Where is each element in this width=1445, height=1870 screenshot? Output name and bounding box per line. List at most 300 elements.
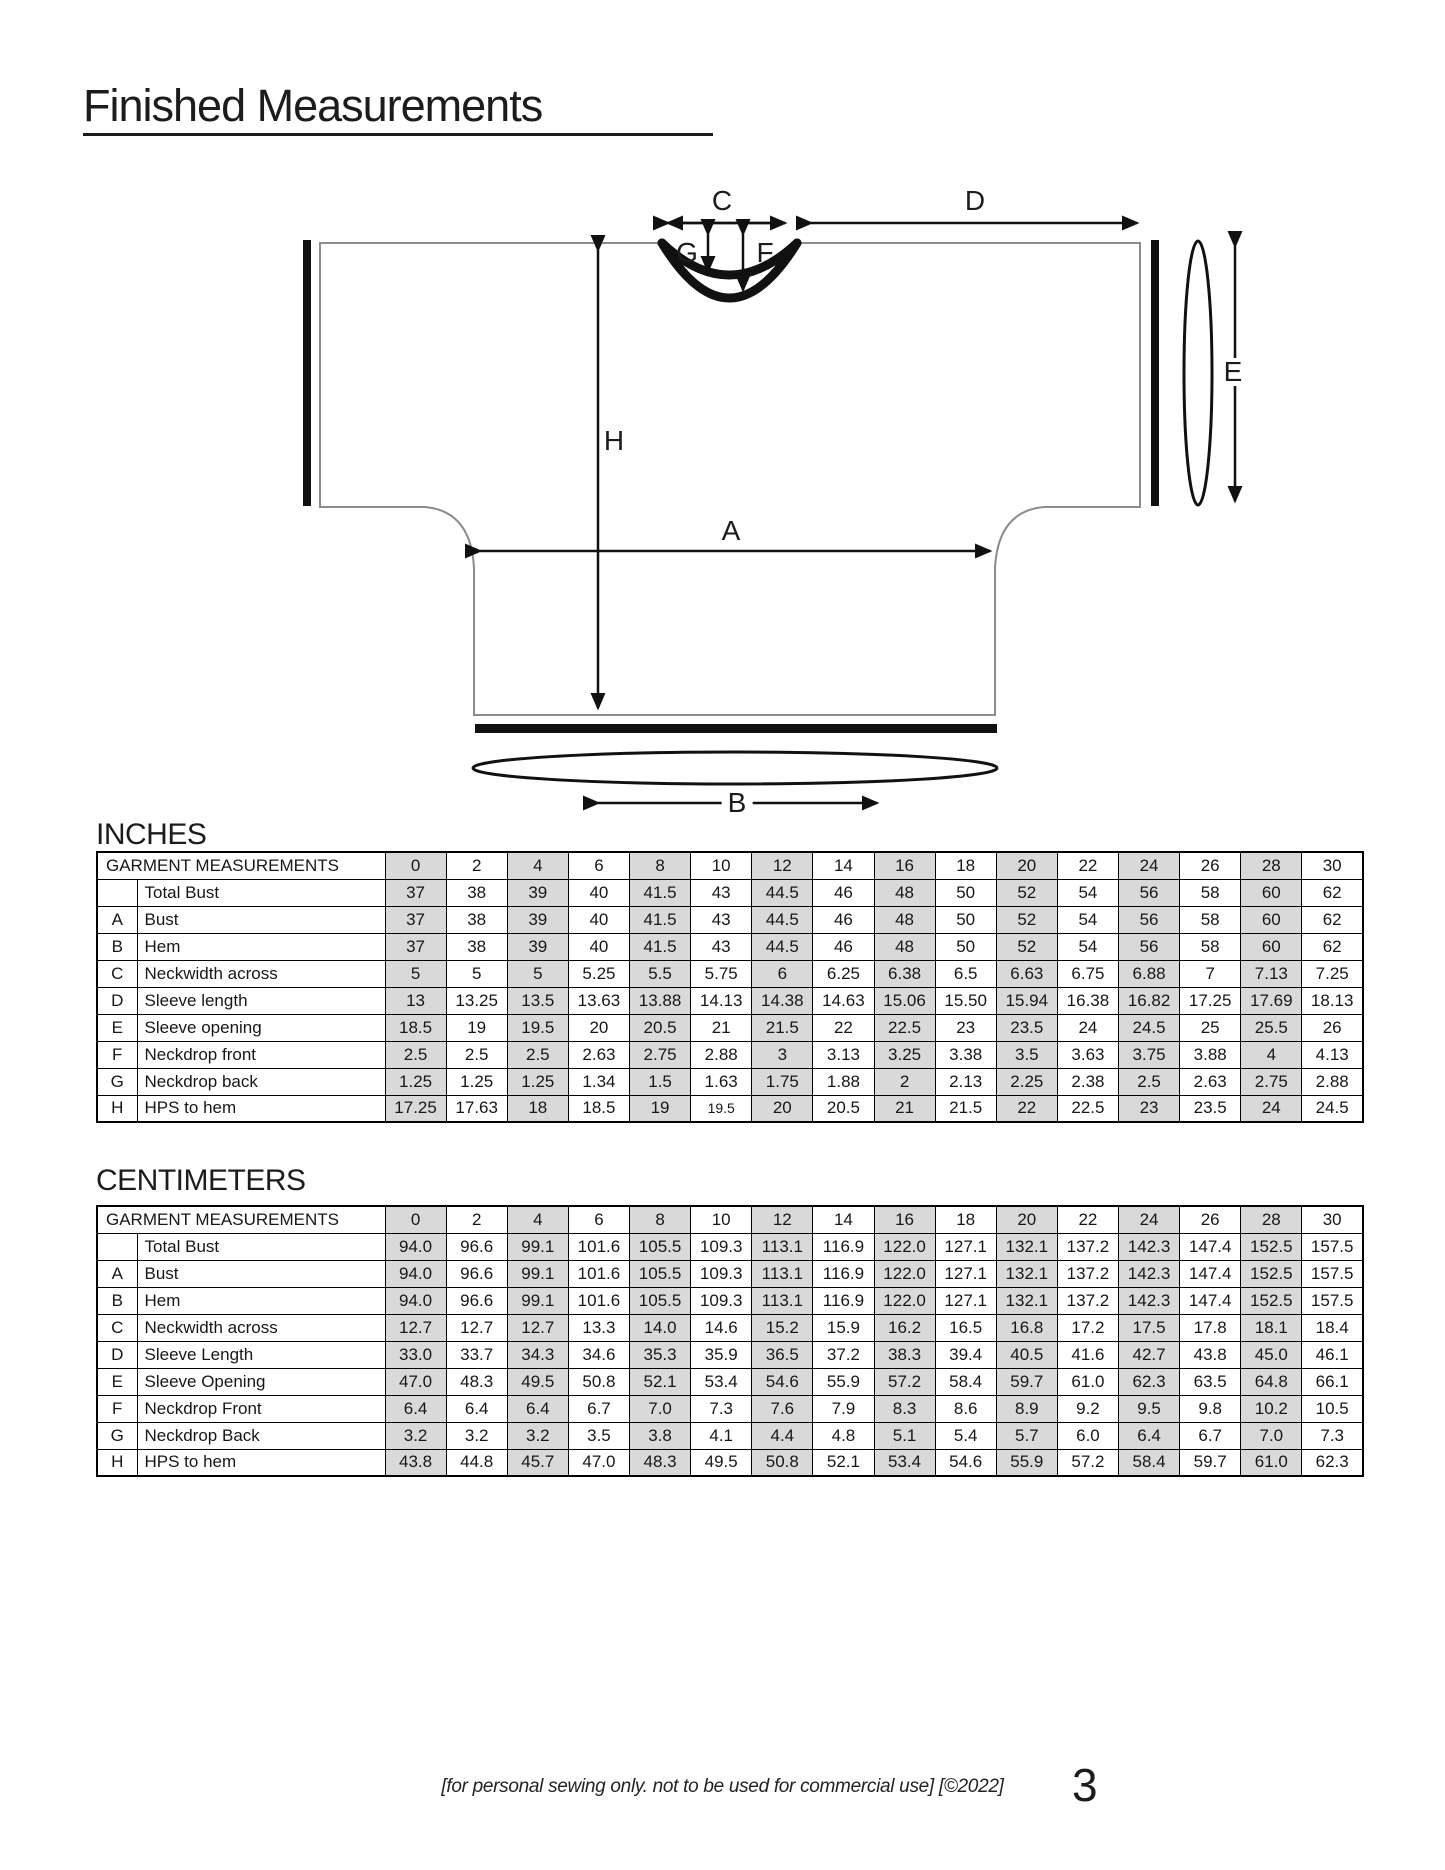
- value-cell: 15.94: [996, 987, 1057, 1014]
- value-cell: 99.1: [507, 1260, 568, 1287]
- value-cell: 41.5: [630, 906, 691, 933]
- value-cell: 137.2: [1057, 1260, 1118, 1287]
- value-cell: 18.5: [385, 1014, 446, 1041]
- value-cell: 1.88: [813, 1068, 874, 1095]
- value-cell: 5.1: [874, 1422, 935, 1449]
- value-cell: 58: [1180, 906, 1241, 933]
- value-cell: 1.25: [507, 1068, 568, 1095]
- value-cell: 40: [568, 906, 629, 933]
- value-cell: 127.1: [935, 1233, 996, 1260]
- value-cell: 10.5: [1302, 1395, 1363, 1422]
- value-cell: 2.5: [385, 1041, 446, 1068]
- row-letter-cell: A: [97, 906, 137, 933]
- row-name-cell: Hem: [137, 1287, 385, 1314]
- value-cell: 101.6: [568, 1287, 629, 1314]
- value-cell: 40: [568, 933, 629, 960]
- row-name-cell: Bust: [137, 1260, 385, 1287]
- measurement-row: [97, 1341, 1363, 1368]
- value-cell: 40: [568, 879, 629, 906]
- value-cell: 21: [874, 1095, 935, 1122]
- value-cell: 5.5: [630, 960, 691, 987]
- left-sleeve-fold-bar: [303, 240, 311, 506]
- row-letter-cell: [97, 879, 137, 906]
- value-cell: 46: [813, 933, 874, 960]
- value-cell: 122.0: [874, 1233, 935, 1260]
- value-cell: 5.7: [996, 1422, 1057, 1449]
- value-cell: 3.75: [1119, 1041, 1180, 1068]
- inches-heading: INCHES: [96, 818, 207, 851]
- value-cell: 58.4: [935, 1368, 996, 1395]
- value-cell: 20: [752, 1095, 813, 1122]
- row-name-cell: Sleeve Length: [137, 1341, 385, 1368]
- value-cell: 18.1: [1241, 1314, 1302, 1341]
- size-header-cell: 20: [996, 852, 1057, 879]
- value-cell: 13.63: [568, 987, 629, 1014]
- value-cell: 23.5: [996, 1014, 1057, 1041]
- size-header-cell: 12: [752, 1206, 813, 1233]
- value-cell: 3.5: [568, 1422, 629, 1449]
- value-cell: 62: [1302, 906, 1363, 933]
- measurement-row: [97, 1095, 1363, 1122]
- value-cell: 2.5: [507, 1041, 568, 1068]
- hem-opening-ellipse: [473, 752, 997, 784]
- size-header-cell: 2: [446, 1206, 507, 1233]
- value-cell: 18.5: [568, 1095, 629, 1122]
- value-cell: 57.2: [1057, 1449, 1118, 1476]
- row-name-cell: Sleeve Opening: [137, 1368, 385, 1395]
- measurement-row: [97, 1422, 1363, 1449]
- value-cell: 43: [691, 933, 752, 960]
- value-cell: 48: [874, 879, 935, 906]
- sleeve-opening-ellipse: [1184, 241, 1212, 505]
- value-cell: 37.2: [813, 1341, 874, 1368]
- value-cell: 24: [1057, 1014, 1118, 1041]
- value-cell: 3.25: [874, 1041, 935, 1068]
- value-cell: 116.9: [813, 1287, 874, 1314]
- value-cell: 56: [1119, 879, 1180, 906]
- value-cell: 113.1: [752, 1260, 813, 1287]
- value-cell: 3.13: [813, 1041, 874, 1068]
- row-name-cell: Neckdrop Back: [137, 1422, 385, 1449]
- value-cell: 46: [813, 879, 874, 906]
- value-cell: 2.63: [1180, 1068, 1241, 1095]
- value-cell: 127.1: [935, 1260, 996, 1287]
- value-cell: 17.5: [1119, 1314, 1180, 1341]
- size-header-cell: 12: [752, 852, 813, 879]
- value-cell: 43: [691, 879, 752, 906]
- measurement-row: [97, 1014, 1363, 1041]
- value-cell: 1.63: [691, 1068, 752, 1095]
- value-cell: 16.38: [1057, 987, 1118, 1014]
- value-cell: 96.6: [446, 1287, 507, 1314]
- value-cell: 132.1: [996, 1287, 1057, 1314]
- value-cell: 109.3: [691, 1287, 752, 1314]
- value-cell: 9.8: [1180, 1395, 1241, 1422]
- value-cell: 58: [1180, 879, 1241, 906]
- value-cell: 14.38: [752, 987, 813, 1014]
- value-cell: 25.5: [1241, 1014, 1302, 1041]
- row-name-cell: Sleeve opening: [137, 1014, 385, 1041]
- value-cell: 21.5: [935, 1095, 996, 1122]
- value-cell: 157.5: [1302, 1260, 1363, 1287]
- value-cell: 18: [507, 1095, 568, 1122]
- size-header-cell: 30: [1302, 1206, 1363, 1233]
- value-cell: 6.88: [1119, 960, 1180, 987]
- value-cell: 142.3: [1119, 1287, 1180, 1314]
- row-name-cell: Neckwidth across: [137, 1314, 385, 1341]
- value-cell: 116.9: [813, 1260, 874, 1287]
- measurement-row: [97, 1287, 1363, 1314]
- row-name-cell: HPS to hem: [137, 1095, 385, 1122]
- value-cell: 6.0: [1057, 1422, 1118, 1449]
- row-letter-cell: D: [97, 987, 137, 1014]
- value-cell: 54: [1057, 879, 1118, 906]
- value-cell: 132.1: [996, 1260, 1057, 1287]
- value-cell: 113.1: [752, 1287, 813, 1314]
- value-cell: 2.63: [568, 1041, 629, 1068]
- value-cell: 44.8: [446, 1449, 507, 1476]
- value-cell: 6.4: [1119, 1422, 1180, 1449]
- size-header-cell: 4: [507, 1206, 568, 1233]
- value-cell: 38: [446, 906, 507, 933]
- value-cell: 58: [1180, 933, 1241, 960]
- row-name-cell: Total Bust: [137, 879, 385, 906]
- value-cell: 8.9: [996, 1395, 1057, 1422]
- size-header-cell: 10: [691, 852, 752, 879]
- row-letter-cell: F: [97, 1041, 137, 1068]
- value-cell: 41.5: [630, 879, 691, 906]
- value-cell: 50: [935, 933, 996, 960]
- value-cell: 60: [1241, 906, 1302, 933]
- value-cell: 99.1: [507, 1287, 568, 1314]
- value-cell: 152.5: [1241, 1260, 1302, 1287]
- value-cell: 2.88: [691, 1041, 752, 1068]
- value-cell: 17.69: [1241, 987, 1302, 1014]
- value-cell: 13: [385, 987, 446, 1014]
- value-cell: 6.7: [568, 1395, 629, 1422]
- value-cell: 37: [385, 906, 446, 933]
- value-cell: 52: [996, 933, 1057, 960]
- value-cell: 49.5: [507, 1368, 568, 1395]
- row-name-cell: Neckdrop Front: [137, 1395, 385, 1422]
- value-cell: 36.5: [752, 1341, 813, 1368]
- size-header-cell: 8: [630, 1206, 691, 1233]
- value-cell: 13.25: [446, 987, 507, 1014]
- value-cell: 55.9: [813, 1368, 874, 1395]
- value-cell: 6.38: [874, 960, 935, 987]
- value-cell: 6.4: [507, 1395, 568, 1422]
- size-header-cell: 26: [1180, 1206, 1241, 1233]
- value-cell: 54.6: [935, 1449, 996, 1476]
- value-cell: 5.75: [691, 960, 752, 987]
- diagram-label-neckwidth: C: [711, 185, 733, 216]
- value-cell: 50: [935, 906, 996, 933]
- value-cell: 35.3: [630, 1341, 691, 1368]
- value-cell: 52: [996, 879, 1057, 906]
- value-cell: 12.7: [446, 1314, 507, 1341]
- value-cell: 6: [752, 960, 813, 987]
- value-cell: 38.3: [874, 1341, 935, 1368]
- size-header-cell: 4: [507, 852, 568, 879]
- size-header-cell: 30: [1302, 852, 1363, 879]
- value-cell: 44.5: [752, 906, 813, 933]
- value-cell: 19.5: [507, 1014, 568, 1041]
- row-name-cell: HPS to hem: [137, 1449, 385, 1476]
- value-cell: 122.0: [874, 1260, 935, 1287]
- size-header-cell: 0: [385, 852, 446, 879]
- measurement-row: [97, 1368, 1363, 1395]
- value-cell: 7.3: [1302, 1422, 1363, 1449]
- value-cell: 66.1: [1302, 1368, 1363, 1395]
- value-cell: 52: [996, 906, 1057, 933]
- value-cell: 2.75: [1241, 1068, 1302, 1095]
- value-cell: 6.4: [446, 1395, 507, 1422]
- value-cell: 59.7: [996, 1368, 1057, 1395]
- value-cell: 3.2: [507, 1422, 568, 1449]
- value-cell: 15.2: [752, 1314, 813, 1341]
- value-cell: 15.9: [813, 1314, 874, 1341]
- value-cell: 17.25: [1180, 987, 1241, 1014]
- row-letter-cell: B: [97, 1287, 137, 1314]
- value-cell: 55.9: [996, 1449, 1057, 1476]
- size-header-cell: 16: [874, 1206, 935, 1233]
- value-cell: 2.38: [1057, 1068, 1118, 1095]
- value-cell: 50.8: [752, 1449, 813, 1476]
- size-header-cell: 20: [996, 1206, 1057, 1233]
- value-cell: 6.5: [935, 960, 996, 987]
- value-cell: 2.13: [935, 1068, 996, 1095]
- value-cell: 39: [507, 906, 568, 933]
- value-cell: 3.5: [996, 1041, 1057, 1068]
- value-cell: 56: [1119, 906, 1180, 933]
- value-cell: 147.4: [1180, 1233, 1241, 1260]
- value-cell: 109.3: [691, 1260, 752, 1287]
- size-header-cell: 28: [1241, 1206, 1302, 1233]
- value-cell: 2.5: [1119, 1068, 1180, 1095]
- value-cell: 22: [813, 1014, 874, 1041]
- value-cell: 6.63: [996, 960, 1057, 987]
- value-cell: 3.38: [935, 1041, 996, 1068]
- title-underline: [83, 133, 713, 136]
- value-cell: 12.7: [385, 1314, 446, 1341]
- value-cell: 142.3: [1119, 1260, 1180, 1287]
- measurement-row: [97, 1260, 1363, 1287]
- measurement-row: [97, 906, 1363, 933]
- diagram-label-neckdrop-front: F: [756, 237, 774, 268]
- value-cell: 22.5: [874, 1014, 935, 1041]
- value-cell: 99.1: [507, 1233, 568, 1260]
- value-cell: 43.8: [1180, 1341, 1241, 1368]
- value-cell: 5: [446, 960, 507, 987]
- value-cell: 17.25: [385, 1095, 446, 1122]
- value-cell: 152.5: [1241, 1287, 1302, 1314]
- value-cell: 4.13: [1302, 1041, 1363, 1068]
- value-cell: 47.0: [385, 1368, 446, 1395]
- value-cell: 113.1: [752, 1233, 813, 1260]
- size-header-cell: 6: [568, 1206, 629, 1233]
- value-cell: 40.5: [996, 1341, 1057, 1368]
- size-header-cell: 28: [1241, 852, 1302, 879]
- value-cell: 14.0: [630, 1314, 691, 1341]
- value-cell: 7.13: [1241, 960, 1302, 987]
- value-cell: 37: [385, 933, 446, 960]
- value-cell: 137.2: [1057, 1233, 1118, 1260]
- measurement-row: [97, 1314, 1363, 1341]
- size-header-cell: 22: [1057, 852, 1118, 879]
- measurement-row: [97, 1068, 1363, 1095]
- row-letter-cell: H: [97, 1095, 137, 1122]
- value-cell: 20.5: [813, 1095, 874, 1122]
- value-cell: 2.5: [446, 1041, 507, 1068]
- measurement-row: [97, 879, 1363, 906]
- value-cell: 24.5: [1302, 1095, 1363, 1122]
- size-header-cell: 14: [813, 1206, 874, 1233]
- size-header-cell: 24: [1119, 852, 1180, 879]
- value-cell: 38: [446, 879, 507, 906]
- value-cell: 3.63: [1057, 1041, 1118, 1068]
- value-cell: 54: [1057, 933, 1118, 960]
- value-cell: 105.5: [630, 1233, 691, 1260]
- value-cell: 4.4: [752, 1422, 813, 1449]
- size-header-cell: 8: [630, 852, 691, 879]
- value-cell: 122.0: [874, 1287, 935, 1314]
- value-cell: 14.63: [813, 987, 874, 1014]
- value-cell: 50.8: [568, 1368, 629, 1395]
- row-name-cell: Neckwidth across: [137, 960, 385, 987]
- value-cell: 14.13: [691, 987, 752, 1014]
- value-cell: 4.8: [813, 1422, 874, 1449]
- row-letter-cell: F: [97, 1395, 137, 1422]
- value-cell: 34.6: [568, 1341, 629, 1368]
- value-cell: 6.75: [1057, 960, 1118, 987]
- value-cell: 94.0: [385, 1233, 446, 1260]
- measurement-row: [97, 987, 1363, 1014]
- value-cell: 3.8: [630, 1422, 691, 1449]
- size-header-cell: 24: [1119, 1206, 1180, 1233]
- value-cell: 1.5: [630, 1068, 691, 1095]
- value-cell: 45.0: [1241, 1341, 1302, 1368]
- value-cell: 6.7: [1180, 1422, 1241, 1449]
- value-cell: 7.3: [691, 1395, 752, 1422]
- value-cell: 20: [568, 1014, 629, 1041]
- row-letter-cell: A: [97, 1260, 137, 1287]
- value-cell: 60: [1241, 879, 1302, 906]
- row-letter-cell: C: [97, 1314, 137, 1341]
- value-cell: 48.3: [446, 1368, 507, 1395]
- value-cell: 41.6: [1057, 1341, 1118, 1368]
- value-cell: 152.5: [1241, 1233, 1302, 1260]
- value-cell: 16.8: [996, 1314, 1057, 1341]
- value-cell: 8.3: [874, 1395, 935, 1422]
- inches-table: [96, 851, 1364, 1123]
- size-header-cell: 10: [691, 1206, 752, 1233]
- value-cell: 43: [691, 906, 752, 933]
- value-cell: 3.2: [446, 1422, 507, 1449]
- diagram-label-neckdrop-back: G: [676, 237, 698, 268]
- value-cell: 9.5: [1119, 1395, 1180, 1422]
- value-cell: 33.0: [385, 1341, 446, 1368]
- row-letter-cell: G: [97, 1422, 137, 1449]
- value-cell: 22: [996, 1095, 1057, 1122]
- row-letter-cell: E: [97, 1368, 137, 1395]
- value-cell: 17.8: [1180, 1314, 1241, 1341]
- value-cell: 35.9: [691, 1341, 752, 1368]
- value-cell: 63.5: [1180, 1368, 1241, 1395]
- value-cell: 3.88: [1180, 1041, 1241, 1068]
- diagram-label-sleeve-length: D: [964, 185, 986, 216]
- size-header-row: [97, 1206, 1363, 1233]
- value-cell: 16.82: [1119, 987, 1180, 1014]
- value-cell: 18.13: [1302, 987, 1363, 1014]
- value-cell: 42.7: [1119, 1341, 1180, 1368]
- value-cell: 61.0: [1057, 1368, 1118, 1395]
- value-cell: 94.0: [385, 1260, 446, 1287]
- value-cell: 18.4: [1302, 1314, 1363, 1341]
- value-cell: 5: [385, 960, 446, 987]
- value-cell: 21: [691, 1014, 752, 1041]
- value-cell: 19: [630, 1095, 691, 1122]
- value-cell: 62: [1302, 933, 1363, 960]
- value-cell: 52.1: [813, 1449, 874, 1476]
- value-cell: 57.2: [874, 1368, 935, 1395]
- value-cell: 13.88: [630, 987, 691, 1014]
- value-cell: 157.5: [1302, 1233, 1363, 1260]
- size-header-cell: 0: [385, 1206, 446, 1233]
- value-cell: 2.75: [630, 1041, 691, 1068]
- value-cell: 52.1: [630, 1368, 691, 1395]
- row-name-cell: Neckdrop front: [137, 1041, 385, 1068]
- value-cell: 17.2: [1057, 1314, 1118, 1341]
- value-cell: 105.5: [630, 1287, 691, 1314]
- measurement-row: [97, 1395, 1363, 1422]
- row-name-cell: Total Bust: [137, 1233, 385, 1260]
- value-cell: 2: [874, 1068, 935, 1095]
- row-letter-cell: C: [97, 960, 137, 987]
- value-cell: 48.3: [630, 1449, 691, 1476]
- value-cell: 7.0: [1241, 1422, 1302, 1449]
- size-header-cell: 14: [813, 852, 874, 879]
- size-header-cell: 2: [446, 852, 507, 879]
- value-cell: 5.25: [568, 960, 629, 987]
- value-cell: 44.5: [752, 879, 813, 906]
- value-cell: 9.2: [1057, 1395, 1118, 1422]
- value-cell: 127.1: [935, 1287, 996, 1314]
- diagram-label-hem-width: B: [722, 789, 753, 817]
- diagram-label-hps-to-hem: H: [603, 425, 625, 456]
- size-header-row: [97, 852, 1363, 879]
- footer-note: [for personal sewing only. not to be used for commercial use] [©2022]: [441, 1776, 1004, 1797]
- value-cell: 64.8: [1241, 1368, 1302, 1395]
- value-cell: 58.4: [1119, 1449, 1180, 1476]
- right-sleeve-fold-bar: [1151, 240, 1159, 506]
- size-header-cell: 26: [1180, 852, 1241, 879]
- value-cell: 8.6: [935, 1395, 996, 1422]
- value-cell: 7: [1180, 960, 1241, 987]
- value-cell: 137.2: [1057, 1287, 1118, 1314]
- size-header-cell: 22: [1057, 1206, 1118, 1233]
- value-cell: 7.0: [630, 1395, 691, 1422]
- value-cell: 1.25: [446, 1068, 507, 1095]
- measurement-row: [97, 1041, 1363, 1068]
- value-cell: 45.7: [507, 1449, 568, 1476]
- value-cell: 53.4: [874, 1449, 935, 1476]
- row-letter-cell: H: [97, 1449, 137, 1476]
- value-cell: 50: [935, 879, 996, 906]
- value-cell: 10.2: [1241, 1395, 1302, 1422]
- value-cell: 62.3: [1302, 1449, 1363, 1476]
- centimeters-heading: CENTIMETERS: [96, 1164, 306, 1197]
- hem-bar: [475, 724, 997, 733]
